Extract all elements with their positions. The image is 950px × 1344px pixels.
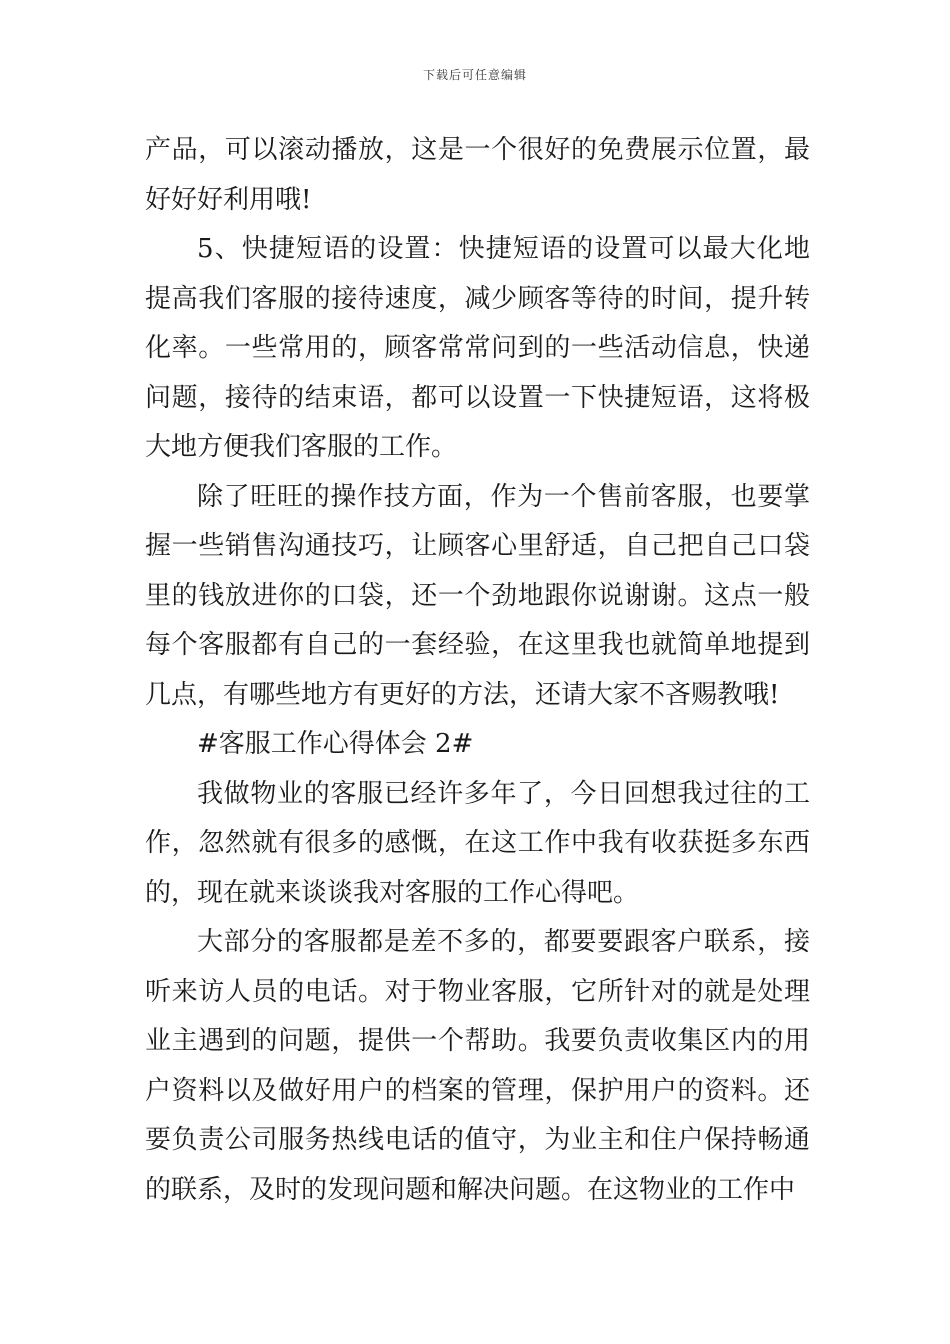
paragraph: 5、快捷短语的设置：快捷短语的设置可以最大化地提高我们客服的接待速度，减少顾客等待的时间，提升转化率。一些常用的，顾客常常问到的一些活动信息，快递问题，接待的结束语，都可以设置一下快捷短语，这将极大地方便我们客服的工作。 [145,234,810,462]
page-header: 下载后可任意编辑 [422,68,527,82]
paragraph: 我做物业的客服已经许多年了，今日回想我过往的工作，忽然就有很多的感慨，在这工作中我有收获挺多东西的，现在就来谈谈我对客服的工作心得吧。 [145,778,810,908]
section-heading: #客服工作心得体会 2# [197,729,474,759]
paragraph: 产品，可以滚动播放，这是一个很好的免费展示位置，最好好好利用哦! [145,135,810,215]
paragraph: 除了旺旺的操作技方面，作为一个售前客服，也要掌握一些销售沟通技巧，让顾客心里舒适，自己把自己口袋里的钱放进你的口袋，还一个劲地跟你说谢谢。这点一般每个客服都有自己的一套经验，在这里我也就简单地提到几点，有哪些地方有更好的方法，还请大家不吝赐教哦! [145,481,810,710]
document-body [145,126,810,1215]
paragraph: 大部分的客服都是差不多的，都要要跟客户联系，接听来访人员的电话。对于物业客服，它所针对的就是处理业主遇到的问题，提供一个帮助。我要负责收集区内的用户资料以及做好用户的档案的管理，保护用户的资料。还要负责公司服务热线电话的值守，为业主和住户保持畅通的联系，及时的发现问题和解决问题。在这物业的工作中 [145,927,810,1205]
